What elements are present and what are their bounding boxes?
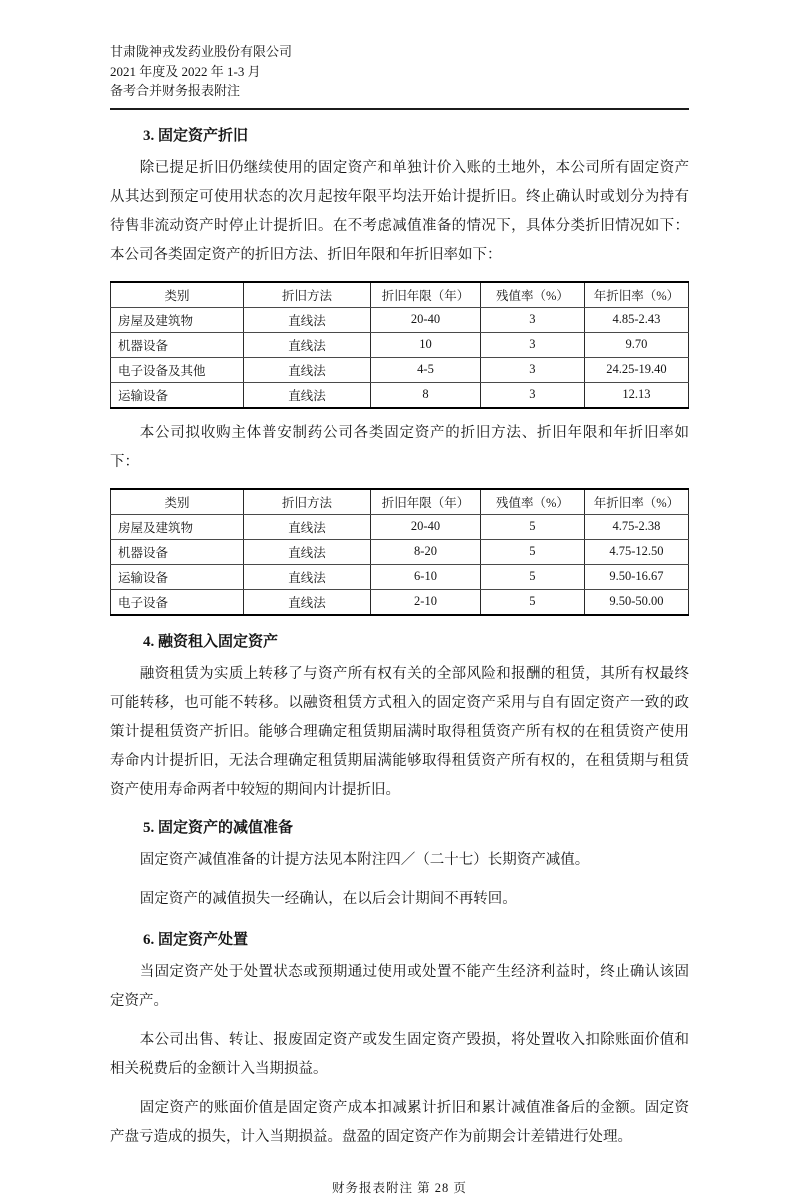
column-header: 类别 (111, 489, 244, 515)
table-cell: 20-40 (371, 514, 481, 539)
column-header: 残值率（%） (480, 282, 584, 308)
header-company-name: 甘肃陇神戎发药业股份有限公司 (110, 44, 293, 59)
table-cell: 机器设备 (111, 332, 244, 357)
table-row (111, 307, 689, 332)
table-cell: 直线法 (243, 307, 370, 332)
table-cell: 运输设备 (111, 382, 244, 408)
table-cell: 4.75-2.38 (584, 514, 688, 539)
table-cell: 直线法 (243, 589, 370, 615)
column-header: 年折旧率（%） (584, 282, 688, 308)
column-header: 折旧年限（年） (371, 489, 481, 515)
section-5-paragraph-2: 固定资产的减值损失一经确认，在以后会计期间不再转回。 (139, 890, 517, 907)
section-4-paragraph: 融资租赁为实质上转移了与资产所有权有关的全部风险和报酬的租赁，其所有权最终可能转移，也可能不转移。以融资租赁方式租入的固定资产采用与自有固定资产一致的政策计提租赁资产折旧。能够合理确定租赁期届满时取得租赁资产所有权的在租赁资产使用寿命内计提折旧，无法合理确定租赁期届满能够取得租赁资产所有权的，在租赁期与租赁资产使用寿命两者中较短的期间内计提折旧。 (110, 665, 689, 798)
table-cell: 直线法 (243, 514, 370, 539)
table-cell: 电子设备 (111, 589, 244, 615)
table-cell: 3 (480, 307, 584, 332)
table-cell: 房屋及建筑物 (111, 514, 244, 539)
section-6-paragraph-3: 固定资产的账面价值是固定资产成本扣减累计折旧和累计减值准备后的金额。固定资产盘亏造成的损失，计入当期损益。盘盈的固定资产作为前期会计差错进行处理。 (110, 1099, 689, 1145)
depreciation-table-company (110, 281, 689, 409)
table-cell: 5 (480, 514, 584, 539)
section-3-intro-paragraph: 除已提足折旧仍继续使用的固定资产和单独计价入账的土地外，本公司所有固定资产从其达到预定可使用状态的次月起按年限平均法开始计提折旧。终止确认时或划分为持有待售非流动资产时停止计提折旧。在不考虑减值准备的情况下，具体分类折旧情况如下：本公司各类固定资产的折旧方法、折旧年限和年折旧率如下： (110, 159, 689, 263)
table-row (111, 564, 689, 589)
table-cell: 直线法 (243, 564, 370, 589)
header-doc-title: 备考合并财务报表附注 (110, 83, 241, 98)
puan-intro-paragraph: 本公司拟收购主体普安制药公司各类固定资产的折旧方法、折旧年限和年折旧率如下： (110, 424, 689, 470)
table-cell: 直线法 (243, 382, 370, 408)
table-cell: 24.25-19.40 (584, 357, 688, 382)
table-cell: 6-10 (371, 564, 481, 589)
table-header-row (111, 489, 689, 515)
table-cell: 直线法 (243, 357, 370, 382)
section-4-heading: 4. 融资租入固定资产 (143, 633, 279, 650)
table-cell: 20-40 (371, 307, 481, 332)
table-cell: 12.13 (584, 382, 688, 408)
table-cell: 4.85-2.43 (584, 307, 688, 332)
table-cell: 房屋及建筑物 (111, 307, 244, 332)
table-cell: 9.50-16.67 (584, 564, 688, 589)
column-header: 折旧方法 (243, 489, 370, 515)
table-cell: 9.50-50.00 (584, 589, 688, 615)
header-report-period: 2021 年度及 2022 年 1-3 月 (110, 63, 261, 79)
table-cell: 2-10 (371, 589, 481, 615)
table-cell: 8-20 (371, 539, 481, 564)
column-header: 残值率（%） (480, 489, 584, 515)
document-header (110, 42, 689, 101)
table-cell: 3 (480, 382, 584, 408)
table-cell: 10 (371, 332, 481, 357)
section-3-heading: 3. 固定资产折旧 (143, 127, 249, 144)
table-cell: 直线法 (243, 332, 370, 357)
depreciation-table-puan (110, 488, 689, 616)
table-header-row (111, 282, 689, 308)
table-cell: 3 (480, 357, 584, 382)
header-divider (110, 108, 689, 110)
table-row (111, 589, 689, 615)
column-header: 折旧年限（年） (371, 282, 481, 308)
section-5-paragraph-1: 固定资产减值准备的计提方法见本附注四／（二十七）长期资产减值。 (139, 851, 590, 868)
table-cell: 3 (480, 332, 584, 357)
table-cell: 运输设备 (111, 564, 244, 589)
table-cell: 5 (480, 589, 584, 615)
table-row (111, 332, 689, 357)
table-cell: 5 (480, 539, 584, 564)
table-row (111, 514, 689, 539)
table-row (111, 539, 689, 564)
table-row (111, 382, 689, 408)
table-row (111, 357, 689, 382)
table-cell: 4.75-12.50 (584, 539, 688, 564)
column-header: 类别 (111, 282, 244, 308)
table-cell: 9.70 (584, 332, 688, 357)
table-cell: 8 (371, 382, 481, 408)
column-header: 年折旧率（%） (584, 489, 688, 515)
section-6-paragraph-1: 当固定资产处于处置状态或预期通过使用或处置不能产生经济利益时，终止确认该固定资产。 (110, 963, 689, 1009)
section-6-paragraph-2: 本公司出售、转让、报废固定资产或发生固定资产毁损，将处置收入扣除账面价值和相关税费后的金额计入当期损益。 (110, 1031, 689, 1077)
table-cell: 5 (480, 564, 584, 589)
section-6-heading: 6. 固定资产处置 (143, 931, 249, 948)
table-cell: 直线法 (243, 539, 370, 564)
table-cell: 机器设备 (111, 539, 244, 564)
page-footer: 财务报表附注 第 28 页 (332, 1180, 467, 1195)
column-header: 折旧方法 (243, 282, 370, 308)
table-cell: 电子设备及其他 (111, 357, 244, 382)
table-cell: 4-5 (371, 357, 481, 382)
section-5-heading: 5. 固定资产的减值准备 (143, 819, 294, 836)
